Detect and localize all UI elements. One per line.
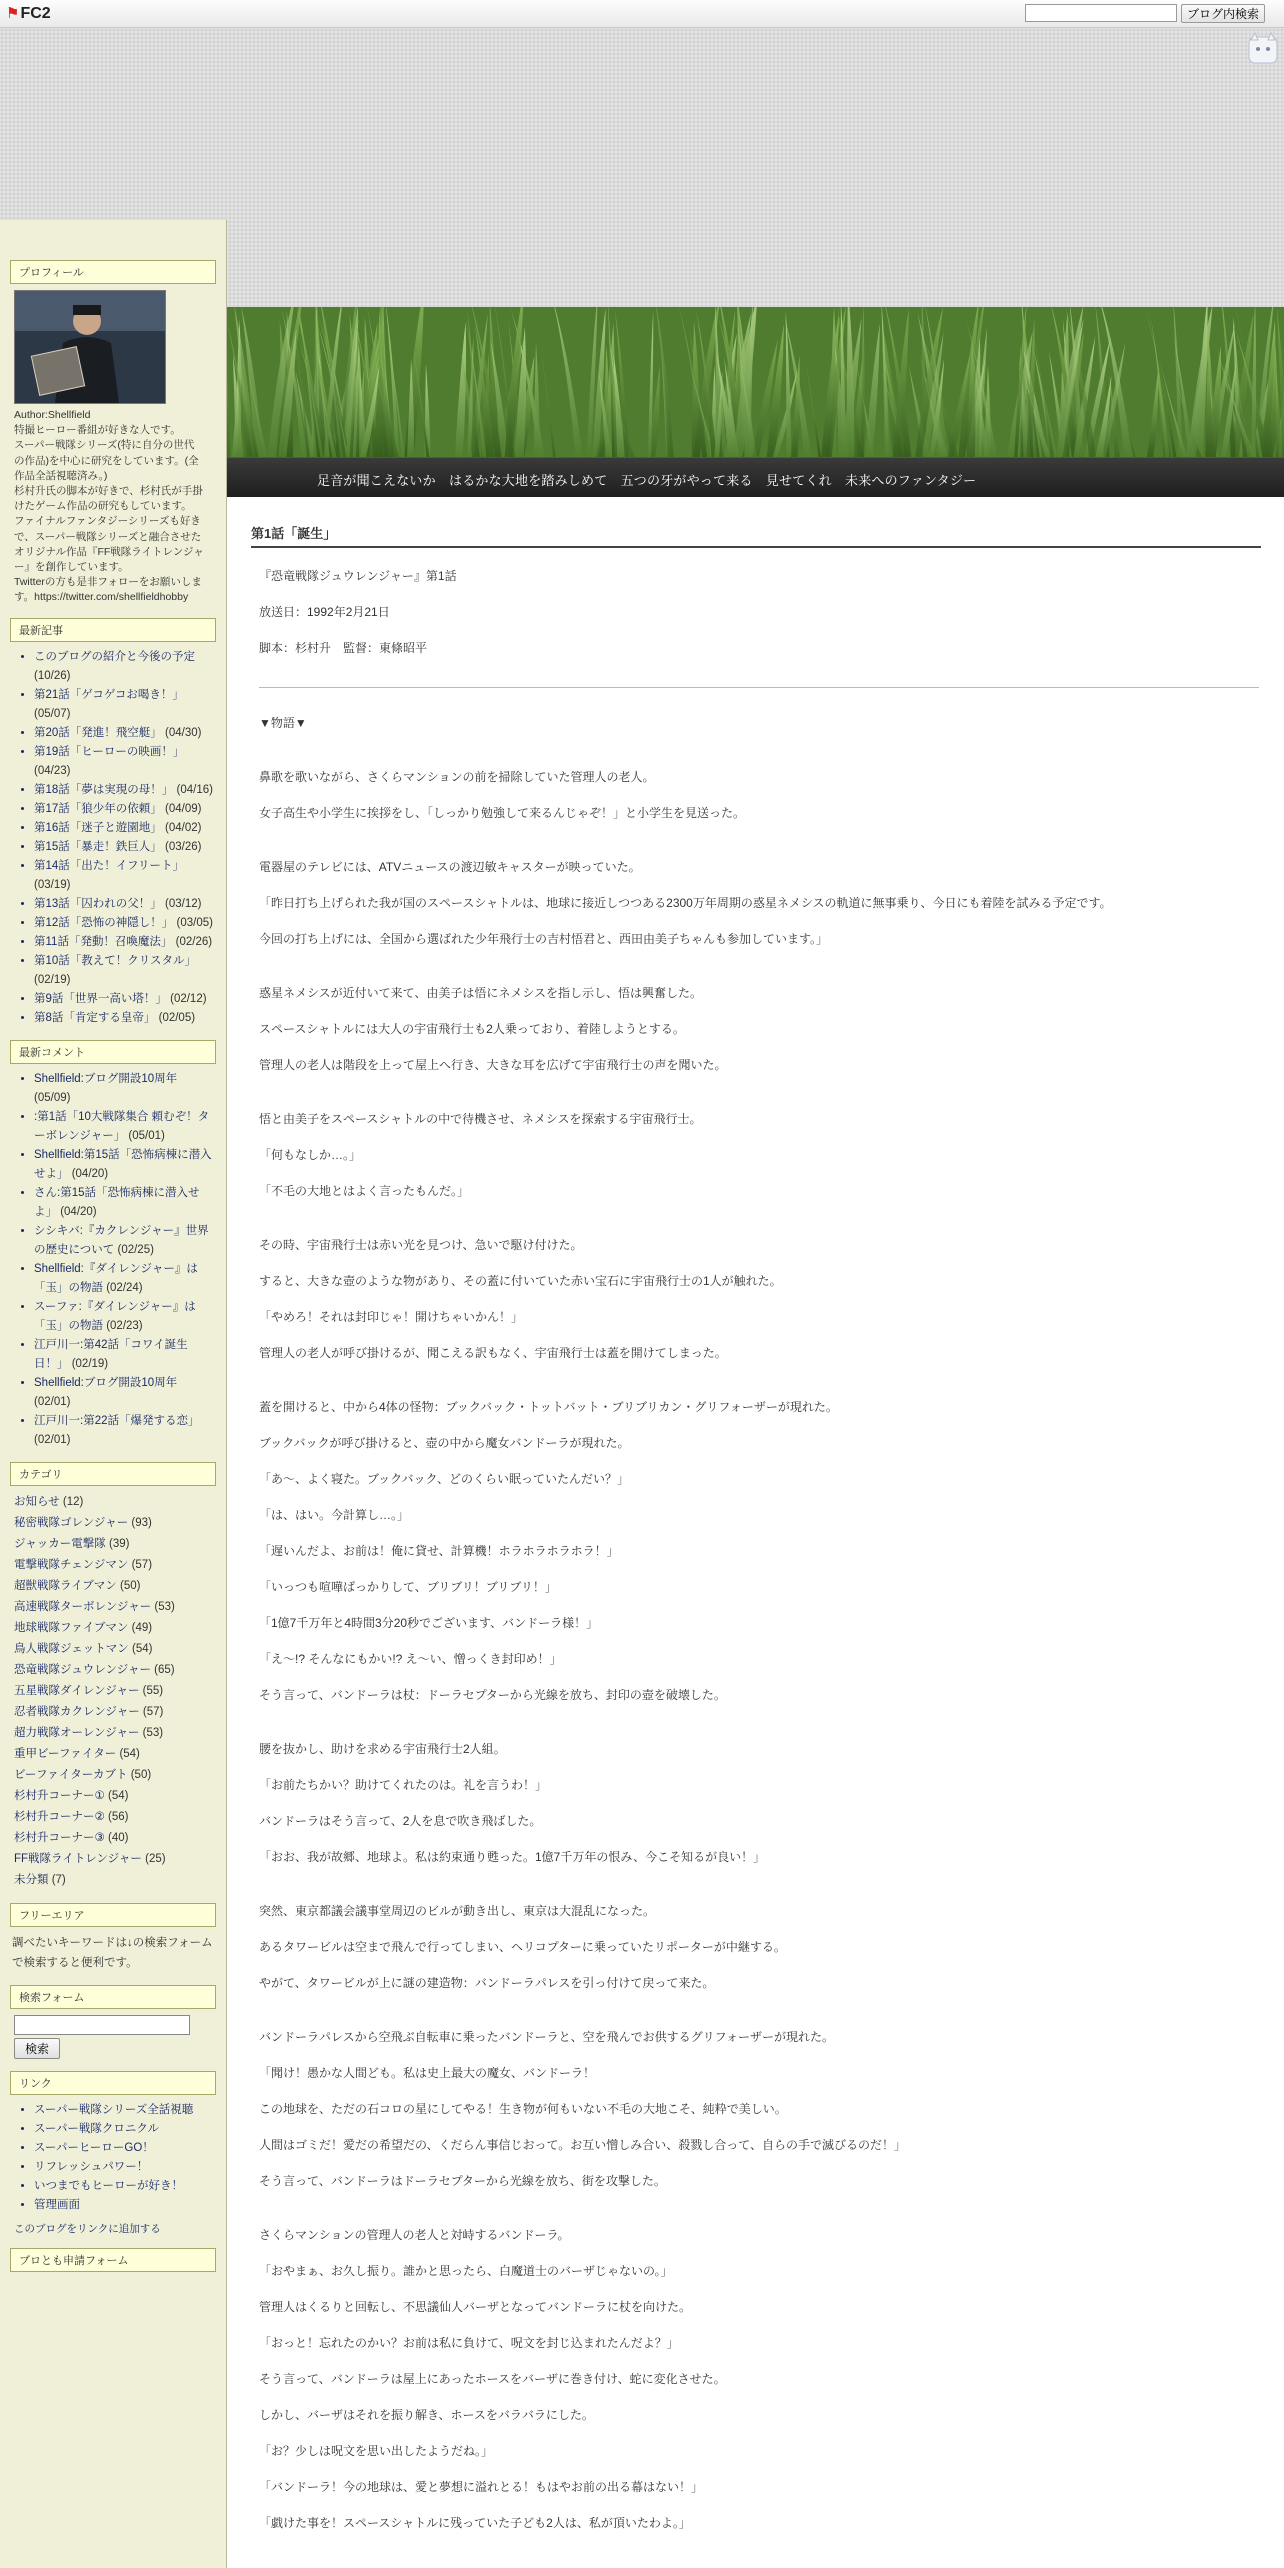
entry-paragraph: 惑星ネメシスが近付いて来て、由美子は悟にネメシスを指し示し、悟は興奮した。 (259, 986, 703, 1000)
entry-paragraph: 管理人の老人は階段を上って屋上へ行き、大きな耳を広げて宇宙飛行士の声を聞いた。 (259, 1058, 727, 1072)
entry-paragraph: 「1億7千万年と4時間3分20秒でございます、バンドーラ様！」 (259, 1616, 599, 1630)
recent-comment-item-label[interactable]: Shellfield:『ダイレンジャー』は「玉」の物語 (34, 1262, 198, 1294)
divider (259, 687, 1259, 688)
entry-paragraph: 突然、東京都議会議事堂周辺のビルが動き出し、東京は大混乱になった。 (259, 1904, 656, 1918)
entry-paragraph: 「あ〜、よく寝た。ブックバック、どのくらい眠っていたんだい？」 (259, 1472, 629, 1486)
recent-comment-item-label[interactable]: :第1話「10大戦隊集合 頼むぞ！ターボレンジャー」 (34, 1110, 210, 1142)
recent-posts-list (10, 648, 216, 1028)
paragraph-spacer (259, 1382, 1259, 1400)
profile-line[interactable]: Twitterの方も是非フォローをお願いします。https://twitter.com/shellfieldhobby (14, 576, 202, 604)
paragraph-spacer (259, 752, 1259, 770)
recent-post-item[interactable] (34, 952, 216, 990)
paragraph-spacer (259, 1094, 1259, 1112)
recent-post-item-date: (02/12) (170, 992, 207, 1005)
category-label[interactable]: 忍者戦隊カクレンジャー (14, 1705, 140, 1718)
entry-body (259, 569, 1259, 2552)
category-count: (39) (108, 1537, 130, 1550)
link-item-label[interactable]: 管理画面 (34, 2198, 80, 2211)
recent-comment-item-date: (02/23) (106, 1319, 143, 1332)
recent-post-item-label[interactable]: 第17話「狼少年の依頼」 (34, 802, 162, 815)
recent-comment-item[interactable] (34, 1374, 216, 1412)
entry-paragraph: 女子高生や小学生に挨拶をし、「しっかり勉強して来るんじゃぞ！」と小学生を見送った。 (259, 806, 746, 820)
entry-paragraph: 蓋を開けると、中から4体の怪物：ブックバック・トットバット・ブリブリカン・グリフォーザーが現れた。 (259, 1400, 838, 1414)
category-count: (55) (142, 1684, 164, 1697)
entry-paragraph: 「聞け！愚かな人間ども。私は史上最大の魔女、バンドーラ！ (259, 2066, 596, 2080)
category-count: (65) (154, 1663, 175, 1676)
entry-paragraph: やがて、タワービルが上に謎の建造物：バンドーラパレスを引っ付けて戻って来た。 (259, 1976, 715, 1990)
entry-paragraph: さくらマンションの管理人の老人と対峙するバンドーラ。 (259, 2228, 570, 2242)
entry-paragraph: スペースシャトルには大人の宇宙飛行士も2人乗っており、着陸しようとする。 (259, 1022, 685, 1036)
category-item[interactable] (14, 1618, 216, 1639)
entry-paragraph: 「え〜!? そんなにもかい!? え〜い、憎っくき封印め！」 (259, 1652, 562, 1666)
entry-paragraph: この地球を、ただの石コロの星にしてやる！生き物が何もいない不毛の大地こそ、純粋で美しい。 (259, 2102, 787, 2116)
entry-paragraph: 「バンドーラ！今の地球は、愛と夢想に溢れとる！もはやお前の出る幕はない！」 (259, 2480, 704, 2494)
entry-title[interactable]: 第1話「誕生」 (251, 523, 1261, 548)
category-item[interactable] (14, 1702, 216, 1723)
free-area-title: フリーエリア (10, 1903, 216, 1927)
profile-line: オリジナル作品『FF戦隊ライトレンジャー』を創作しています。 (14, 545, 204, 574)
free-area-text: 調べたいキーワードは↓の検索フォームで検索すると便利です。 (12, 1936, 213, 1969)
link-item-label[interactable]: スーパー戦隊クロニクル (34, 2122, 160, 2135)
profile-line: ファイナルファンタジーシリーズも好きで、スーパー戦隊シリーズと融合させた (14, 515, 202, 543)
category-item[interactable] (14, 1555, 216, 1576)
recent-post-item-label[interactable]: 第16話「迷子と遊園地」 (34, 821, 162, 834)
recent-post-item[interactable] (34, 857, 216, 895)
recent-post-item-date: (02/26) (175, 935, 213, 948)
entry-paragraph: バンドーラはそう言って、2人を息で吹き飛ばした。 (259, 1814, 542, 1828)
sidebar (0, 220, 227, 2568)
entry-paragraph: 「何もなしか…。」 (259, 1148, 362, 1162)
category-label[interactable]: 電撃戦隊チェンジマン (14, 1558, 129, 1571)
recent-post-item-label[interactable]: 第11話「発動！召喚魔法」 (34, 935, 173, 948)
category-count: (54) (108, 1789, 129, 1802)
category-count: (56) (108, 1810, 129, 1823)
entry-paragraph: 人間はゴミだ！愛だの希望だの、くだらん事信じおって。お互い憎しみ合い、殺戮し合って、自らの手で滅びるのだ！」 (259, 2138, 907, 2152)
category-item[interactable] (14, 1870, 216, 1891)
recent-post-item[interactable] (34, 648, 216, 686)
profile-photo (15, 291, 165, 403)
category-count: (50) (120, 1579, 141, 1592)
paragraph-spacer (259, 842, 1259, 860)
recent-post-item-label[interactable]: 第14話「出た！イフリート」 (34, 859, 184, 872)
category-label[interactable]: 杉村升コーナー③ (14, 1831, 105, 1844)
category-item[interactable] (14, 1765, 216, 1786)
category-label[interactable]: ビーファイターカブト (14, 1768, 128, 1781)
recent-post-item-label[interactable]: 第20話「発進！飛空艇」 (34, 726, 162, 739)
link-item-label[interactable]: リフレッシュパワー！ (34, 2160, 149, 2173)
recent-comment-item[interactable] (34, 1108, 216, 1146)
recent-comment-item-label[interactable]: 江戸川一:第22話「爆発する恋」 (34, 1414, 200, 1427)
profile-line: けたゲーム作品の研究もしています。 (14, 500, 192, 513)
recent-post-item-label[interactable]: 第12話「恐怖の神隠し！」 (34, 916, 174, 929)
category-label[interactable]: ジャッカー電撃隊 (14, 1537, 106, 1550)
recent-comments-list (10, 1070, 216, 1450)
links-list (10, 2101, 216, 2215)
entry-paragraph: 「遅いんだよ、お前は！俺に貸せ、計算機！ホラホラホラホラ！」 (259, 1544, 619, 1558)
categories-list (10, 1492, 216, 1891)
recent-posts-title: 最新記事 (10, 618, 216, 642)
recent-post-item-label[interactable]: 第8話「肯定する皇帝」 (34, 1011, 156, 1024)
recent-comment-item[interactable] (34, 1070, 216, 1108)
category-item[interactable] (14, 1576, 216, 1597)
recent-post-item[interactable] (34, 743, 216, 781)
recent-post-item[interactable] (34, 819, 216, 838)
recent-post-item-date: (03/19) (34, 878, 71, 891)
entry-paragraph: 悟と由美子をスペースシャトルの中で待機させ、ネメシスを探索する宇宙飛行士。 (259, 1112, 702, 1126)
category-label[interactable]: 鳥人戦隊ジェットマン (14, 1642, 129, 1655)
category-count: (57) (131, 1558, 153, 1571)
character-icon[interactable] (1246, 32, 1280, 66)
category-item[interactable] (14, 1786, 216, 1807)
search-form-title: 検索フォーム (10, 1985, 216, 2009)
fc2-logo-icon: ⚑ (6, 5, 20, 22)
category-count: (7) (51, 1873, 66, 1886)
categories-widget (10, 1462, 216, 1891)
recent-post-item[interactable] (34, 933, 216, 952)
entry-paragraph: 電器屋のテレビには、ATVニュースの渡辺敏キャスターが映っていた。 (259, 860, 641, 874)
recent-comment-item-label[interactable]: 江戸川一:第42話「コワイ誕生日！」 (34, 1338, 188, 1370)
link-item[interactable] (34, 2139, 216, 2158)
recent-post-item-label[interactable]: 第18話「夢は実現の母！」 (34, 783, 174, 796)
category-item[interactable] (14, 1597, 216, 1618)
sidebar-search-input[interactable] (14, 2015, 190, 2035)
category-item[interactable] (14, 1828, 216, 1849)
entry-paragraph: その時、宇宙飛行士は赤い光を見つけ、急いで駆け付けた。 (259, 1238, 583, 1252)
recent-comment-item-date: (04/20) (60, 1205, 97, 1218)
friend-form-widget (10, 2248, 216, 2272)
recent-comment-item-date: (02/25) (117, 1243, 154, 1256)
category-count: (50) (130, 1768, 152, 1781)
recent-comments-widget (10, 1040, 216, 1450)
recent-comment-item[interactable] (34, 1222, 216, 1260)
main-content (227, 497, 1284, 2568)
category-label[interactable]: 高速戦隊ターボレンジャー (14, 1600, 152, 1613)
recent-post-item-date: (02/05) (158, 1011, 196, 1024)
category-count: (40) (108, 1831, 129, 1844)
recent-posts-widget (10, 618, 216, 1028)
category-label[interactable]: 未分類 (14, 1873, 49, 1886)
recent-comments-title: 最新コメント (10, 1040, 216, 1064)
recent-post-item-label[interactable]: このブログの紹介と今後の予定 (34, 650, 195, 663)
link-item-label[interactable]: スーパー戦隊シリーズ全話視聴 (34, 2103, 194, 2116)
links-widget (10, 2071, 216, 2236)
profile-line: 作品全話視聴済み。) (14, 469, 108, 482)
category-label[interactable]: 重甲ビーファイター (14, 1747, 117, 1760)
category-item[interactable] (14, 1744, 216, 1765)
category-label[interactable]: 超力戦隊オーレンジャー (14, 1726, 140, 1739)
category-label[interactable]: 杉村升コーナー② (14, 1810, 105, 1823)
paragraph-spacer (259, 1220, 1259, 1238)
recent-post-item-label[interactable]: 第21話「ゲコゲコお喝き！」 (34, 688, 184, 701)
category-count: (53) (142, 1726, 164, 1739)
profile-line: の作品)を中心に研究をしています。(全 (14, 454, 199, 467)
recent-post-item-date: (04/30) (165, 726, 202, 739)
entry-paragraph: バンドーラパレスから空飛ぶ自転車に乗ったバンドーラと、空を飛んでお供するグリフォーザーが現れた。 (259, 2030, 835, 2044)
entry-paragraph: そう言って、バンドーラはドーラセプターから光線を放ち、街を攻撃した。 (259, 2174, 666, 2188)
recent-comment-item[interactable] (34, 1412, 216, 1450)
category-count: (54) (119, 1747, 140, 1760)
recent-comment-item[interactable] (34, 1336, 216, 1374)
recent-post-item-label[interactable]: 第19話「ヒーローの映画！」 (34, 745, 185, 758)
entry-paragraph: 鼻歌を歌いながら、さくらマンションの前を掃除していた管理人の老人。 (259, 770, 655, 784)
recent-post-item[interactable] (34, 838, 216, 857)
entry-paragraph: 「おお、我が故郷、地球よ。私は約束通り甦った。1億7千万年の恨み、今こそ知るが良い！」 (259, 1850, 766, 1864)
profile-line: 特撮ヒーロー番組が好きな人です。 (14, 424, 181, 437)
search-form-widget (10, 1985, 216, 2059)
header-nav-bar (227, 457, 1284, 499)
paragraph-spacer (259, 2012, 1259, 2030)
recent-post-item-date: (03/12) (165, 897, 202, 910)
categories-title: カテゴリ (10, 1462, 216, 1486)
recent-post-item-label[interactable]: 第13話「囚われの父！」 (34, 897, 162, 910)
recent-comment-item[interactable] (34, 1298, 216, 1336)
entry-paragraph: そう言って、バンドーラは屋上にあったホースをバーザに巻き付け、蛇に変化させた。 (259, 2372, 726, 2386)
category-count: (25) (145, 1852, 166, 1865)
blog-search-button[interactable]: ブログ内検索 (1181, 4, 1265, 23)
recent-post-item[interactable] (34, 724, 216, 743)
profile-line: 杉村升氏の脚本が好きで、杉村氏が手掛 (14, 485, 203, 498)
sidebar-search-button[interactable]: 検索 (14, 2038, 60, 2059)
link-item[interactable] (34, 2120, 216, 2139)
entry-paragraph: 「は、はい。今計算し…。」 (259, 1508, 410, 1522)
category-count: (57) (142, 1705, 164, 1718)
category-label[interactable]: 恐竜戦隊ジュウレンジャー (14, 1663, 151, 1676)
category-count: (49) (131, 1621, 153, 1634)
recent-post-item[interactable] (34, 781, 216, 800)
recent-post-item-date: (04/09) (165, 802, 202, 815)
entry-paragraph: 放送日：1992年2月21日 (259, 605, 390, 619)
recent-comment-item[interactable] (34, 1146, 216, 1184)
entry-paragraph: 「いっつも喧嘩ばっかりして、ブリブリ！ブリブリ！」 (259, 1580, 557, 1594)
recent-comment-item-label[interactable]: Shellfield:第15話「恐怖病棟に潜入せよ」 (34, 1148, 212, 1180)
category-label[interactable]: 超獣戦隊ライブマン (14, 1579, 117, 1592)
entry-paragraph: 脚本：杉村升 監督：東條昭平 (259, 641, 428, 655)
recent-post-item[interactable] (34, 990, 216, 1009)
category-label[interactable]: 五星戦隊ダイレンジャー (14, 1684, 140, 1697)
entry-paragraph: 管理人の老人が呼び掛けるが、聞こえる訳もなく、宇宙飛行士は蓋を開けてしまった。 (259, 1346, 727, 1360)
recent-comment-item-label[interactable]: シシキバ:『カクレンジャー』世界の歴史について (34, 1224, 209, 1256)
paragraph-spacer (259, 968, 1259, 986)
link-item[interactable] (34, 2101, 216, 2120)
blog-search-input[interactable] (1025, 4, 1177, 22)
paragraph-spacer (259, 1724, 1259, 1742)
profile-title: プロフィール (10, 260, 216, 284)
recent-post-item[interactable] (34, 914, 216, 933)
category-item[interactable] (14, 1723, 216, 1744)
link-item[interactable] (34, 2196, 216, 2215)
category-count: (54) (131, 1642, 153, 1655)
links-title: リンク (10, 2071, 216, 2095)
recent-comment-item[interactable] (34, 1260, 216, 1298)
blog-tagline: 足音が聞こえないか はるかな大地を踏みしめて 五つの牙がやって来る 見せてくれ 未来へのファンタジー (317, 473, 977, 488)
entry-paragraph: すると、大きな壺のような物があり、その蓋に付いていた赤い宝石に宇宙飛行士の1人が触れた。 (259, 1274, 782, 1288)
link-item-label[interactable]: スーパーヒーローGO！ (34, 2141, 154, 2154)
recent-post-item-label[interactable]: 第9話「世界一高い塔！」 (34, 992, 167, 1005)
paragraph-spacer (259, 1886, 1259, 1904)
category-count: (93) (131, 1516, 152, 1529)
header-image-grass (227, 307, 1284, 457)
entry-paragraph: 「昨日打ち上げられた我が国のスペースシャトルは、地球に接近しつつある2300万年周期の惑星ネメシスの軌道に無事乗り、今日にも着陸を試みる予定です。 (259, 896, 1112, 910)
recent-post-item[interactable] (34, 686, 216, 724)
recent-post-item-date: (05/07) (34, 707, 71, 720)
entry-paragraph: 腰を抜かし、助けを求める宇宙飛行士2人組。 (259, 1742, 506, 1756)
recent-comment-item-date: (05/01) (128, 1129, 165, 1142)
entry-paragraph: 「おやまぁ、お久し振り。誰かと思ったら、白魔道士のバーザじゃないの。」 (259, 2264, 673, 2278)
category-item[interactable] (14, 1849, 216, 1870)
entry-paragraph: 「不毛の大地とはよく言ったもんだ。」 (259, 1184, 470, 1198)
category-count: (12) (62, 1495, 84, 1508)
link-item-label[interactable]: いつまでもヒーローが好き！ (34, 2179, 184, 2192)
category-item[interactable] (14, 1807, 216, 1828)
recent-post-item-label[interactable]: 第15話「暴走！鉄巨人」 (34, 840, 162, 853)
entry-paragraph: 今回の打ち上げには、全国から選ばれた少年飛行士の吉村悟君と、西田由美子ちゃんも参加しています。」 (259, 932, 829, 946)
category-label[interactable]: 杉村升コーナー① (14, 1789, 105, 1802)
profile-author: Author:Shellfield (14, 409, 91, 421)
profile-widget (10, 260, 216, 606)
category-count: (53) (154, 1600, 175, 1613)
add-link-link[interactable]: このブログをリンクに追加する (14, 2222, 161, 2235)
category-label[interactable]: 秘密戦隊ゴレンジャー (14, 1516, 129, 1529)
category-item[interactable] (14, 1492, 216, 1513)
recent-post-item-date: (04/23) (34, 764, 71, 777)
recent-post-item-date: (04/02) (165, 821, 202, 834)
category-item[interactable] (14, 1660, 216, 1681)
recent-comment-item-date: (02/19) (71, 1357, 109, 1370)
profile-line: スーパー戦隊シリーズ(特に自分の世代 (14, 439, 195, 452)
recent-post-item-date: (04/16) (176, 783, 213, 796)
entry-paragraph: 「戯けた事を！スペースシャトルに残っていた子ども2人は、私が頂いたわよ。」 (259, 2516, 691, 2530)
entry-paragraph: ブックバックが呼び掛けると、壺の中から魔女バンドーラが現れた。 (259, 1436, 630, 1450)
fc2-logo[interactable]: ⚑FC2 (6, 5, 51, 22)
entry-paragraph: 「お？少しは呪文を思い出したようだね。」 (259, 2444, 494, 2458)
recent-comment-item-label[interactable]: スーファ:『ダイレンジャー』は「玉」の物語 (34, 1300, 196, 1332)
category-item[interactable] (14, 1534, 216, 1555)
avatar (14, 290, 166, 404)
entry-paragraph: 「おっと！忘れたのかい？お前は私に負けて、呪文を封じ込まれたんだよ？」 (259, 2336, 679, 2350)
recent-post-item[interactable] (34, 895, 216, 914)
friend-form-title: ブロとも申請フォーム (10, 2248, 216, 2272)
recent-comment-item-date: (05/09) (34, 1091, 71, 1104)
entry-paragraph: 『恐竜戦隊ジュウレンジャー』第1話 (259, 569, 457, 583)
recent-post-item-date: (02/19) (34, 973, 71, 986)
category-item[interactable] (14, 1639, 216, 1660)
entry-paragraph: 「やめろ！それは封印じゃ！開けちゃいかん！」 (259, 1310, 524, 1324)
recent-comment-item-label[interactable]: さん:第15話「恐怖病棟に潜入せよ」 (34, 1186, 200, 1218)
recent-post-item-date: (10/26) (34, 669, 71, 682)
recent-post-item-label[interactable]: 第10話「教えて！クリスタル」 (34, 954, 197, 967)
grass-illustration (227, 307, 1284, 457)
free-area-widget (10, 1903, 216, 1973)
link-item[interactable] (34, 2177, 216, 2196)
recent-comment-item-date: (04/20) (71, 1167, 109, 1180)
recent-comment-item-label[interactable]: Shellfield:ブログ開設10周年 (34, 1376, 178, 1389)
link-item[interactable] (34, 2158, 216, 2177)
paragraph-spacer (259, 2210, 1259, 2228)
fc2-toolbar (0, 0, 1284, 28)
entry-paragraph: あるタワービルは空まで飛んで行ってしまい、ヘリコプターに乗っていたリポーターが中継する。 (259, 1940, 786, 1954)
recent-comment-item-date: (02/01) (34, 1433, 71, 1446)
category-item[interactable] (14, 1513, 216, 1534)
entry-paragraph: そう言って、バンドーラは杖：ドーラセプターから光線を放ち、封印の壺を破壊した。 (259, 1688, 726, 1702)
category-item[interactable] (14, 1681, 216, 1702)
category-label[interactable]: お知らせ (14, 1495, 60, 1508)
recent-post-item[interactable] (34, 1009, 216, 1028)
entry-paragraph: しかし、バーザはそれを振り解き、ホースをバラバラにした。 (259, 2408, 594, 2422)
recent-comment-item[interactable] (34, 1184, 216, 1222)
recent-post-item-date: (03/26) (165, 840, 202, 853)
recent-post-item-date: (03/05) (176, 916, 213, 929)
entry-paragraph: 「お前たちかい？助けてくれたのは。礼を言うわ！」 (259, 1778, 548, 1792)
entry-paragraph: 管理人はくるりと回転し、不思議仙人バーザとなってバンドーラに杖を向けた。 (259, 2300, 692, 2314)
recent-comment-item-date: (02/24) (106, 1281, 143, 1294)
entry-paragraph: ▼物語▼ (259, 716, 307, 730)
category-label[interactable]: 地球戦隊ファイブマン (14, 1621, 129, 1634)
recent-comment-item-label[interactable]: Shellfield:ブログ開設10周年 (34, 1072, 178, 1085)
recent-comment-item-date: (02/01) (34, 1395, 71, 1408)
recent-post-item[interactable] (34, 800, 216, 819)
category-label[interactable]: FF戦隊ライトレンジャー (14, 1852, 142, 1865)
